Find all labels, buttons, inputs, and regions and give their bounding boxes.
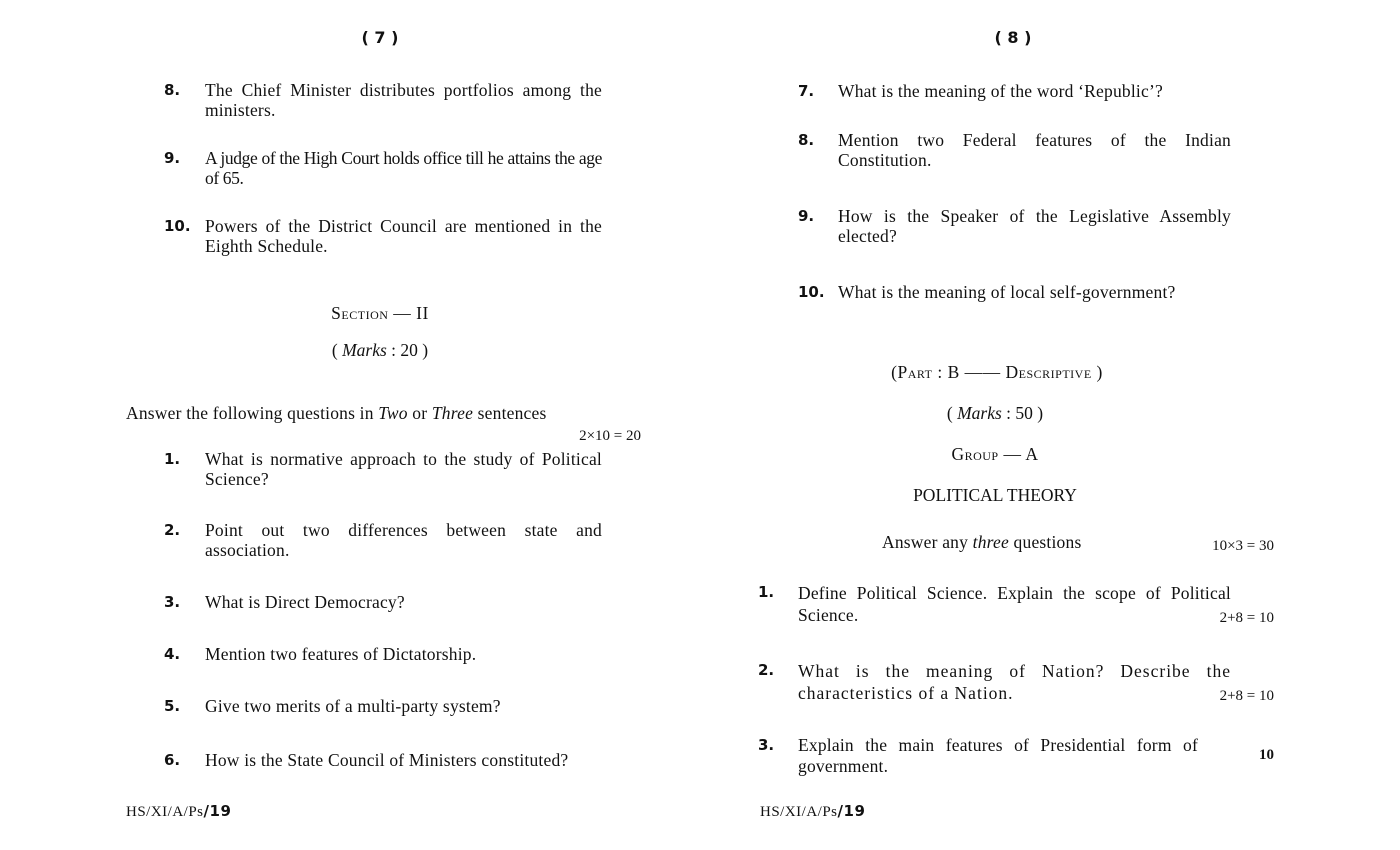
page-number-left: ( 7 )	[361, 28, 399, 47]
instruction	[882, 532, 1142, 552]
question: What is the meaning of the word ‘Republic’?	[838, 81, 1163, 101]
question-number: 5.	[164, 697, 181, 715]
footer-year: /19	[203, 802, 232, 820]
list-item: A judge of the High Court holds office till he attains the age of 65.	[205, 148, 602, 188]
question: What is the meaning of Nation? Describe the characteristics of a Nation.	[798, 661, 1231, 703]
instruction-text: sentences	[473, 403, 547, 423]
instruction-marks: 2×10 = 20	[579, 428, 641, 444]
question-number: 7.	[798, 82, 815, 100]
question: Define Political Science. Explain the scope of Political Science.	[798, 583, 1231, 625]
part-marks	[895, 403, 1095, 424]
question: Mention two features of Dictatorship.	[205, 644, 477, 664]
question: How is the State Council of Ministers constituted?	[205, 750, 569, 770]
question: What is Direct Democracy?	[205, 592, 405, 612]
marks-open: (	[331, 340, 343, 360]
question: Mention two Federal features of the Indian Constitution.	[838, 130, 1231, 170]
question-number: 9.	[798, 207, 815, 225]
footer-left	[126, 802, 231, 821]
question: What is the meaning of local self-government?	[838, 282, 1176, 302]
section-marks	[280, 340, 480, 361]
question-marks: 10	[1259, 747, 1274, 763]
question-number: 4.	[164, 645, 181, 663]
marks-value: : 20 )	[386, 340, 429, 360]
question: Point out two differences between state and association.	[205, 520, 602, 560]
item-number: 8.	[164, 81, 181, 99]
footer-right	[760, 802, 865, 821]
question-number: 10.	[798, 283, 825, 301]
section-title: Section — II	[331, 303, 429, 323]
group-subject: POLITICAL THEORY	[913, 485, 1077, 505]
instruction-emph: three	[972, 532, 1009, 552]
footer-code: HS/XI/A/Ps	[126, 804, 204, 820]
marks-open: (	[946, 403, 958, 423]
question-number: 8.	[798, 131, 815, 149]
instruction-text: questions	[1008, 532, 1082, 552]
question-marks: 2+8 = 10	[1219, 610, 1274, 626]
question-number: 6.	[164, 751, 181, 769]
item-number: 10.	[164, 217, 191, 235]
question-marks: 2+8 = 10	[1219, 688, 1274, 704]
instruction-marks: 10×3 = 30	[1212, 538, 1274, 554]
instruction-text: or	[407, 403, 432, 423]
group-title: Group — A	[951, 444, 1039, 464]
instruction-emph: Two	[378, 403, 408, 423]
marks-label: Marks	[957, 403, 1002, 423]
question-number: 1.	[164, 450, 181, 468]
marks-value: : 50 )	[1001, 403, 1044, 423]
marks-label: Marks	[342, 340, 387, 360]
question-number: 2.	[758, 661, 775, 679]
question-number: 3.	[758, 736, 775, 754]
item-number: 9.	[164, 149, 181, 167]
question-number: 2.	[164, 521, 181, 539]
part-title: (Part : B —— Descriptive )	[891, 362, 1103, 382]
instruction-text: Answer any	[882, 532, 973, 552]
instruction-emph: Three	[431, 403, 474, 423]
instruction	[126, 403, 606, 423]
instruction-text: Answer the following questions in	[126, 403, 379, 423]
question-number: 3.	[164, 593, 181, 611]
question: Give two merits of a multi-party system?	[205, 696, 501, 716]
question-number: 1.	[758, 583, 775, 601]
list-item: Powers of the District Council are mentioned in the Eighth Schedule.	[205, 216, 602, 256]
footer-year: /19	[837, 802, 866, 820]
footer-code: HS/XI/A/Ps	[760, 804, 838, 820]
page-number-right: ( 8 )	[994, 28, 1032, 47]
question: Explain the main features of Presidential form of government.	[798, 735, 1198, 776]
question: How is the Speaker of the Legislative Assembly elected?	[838, 206, 1231, 246]
question: What is normative approach to the study of Political Science?	[205, 449, 602, 489]
list-item: The Chief Minister distributes portfolios among the ministers.	[205, 80, 602, 120]
